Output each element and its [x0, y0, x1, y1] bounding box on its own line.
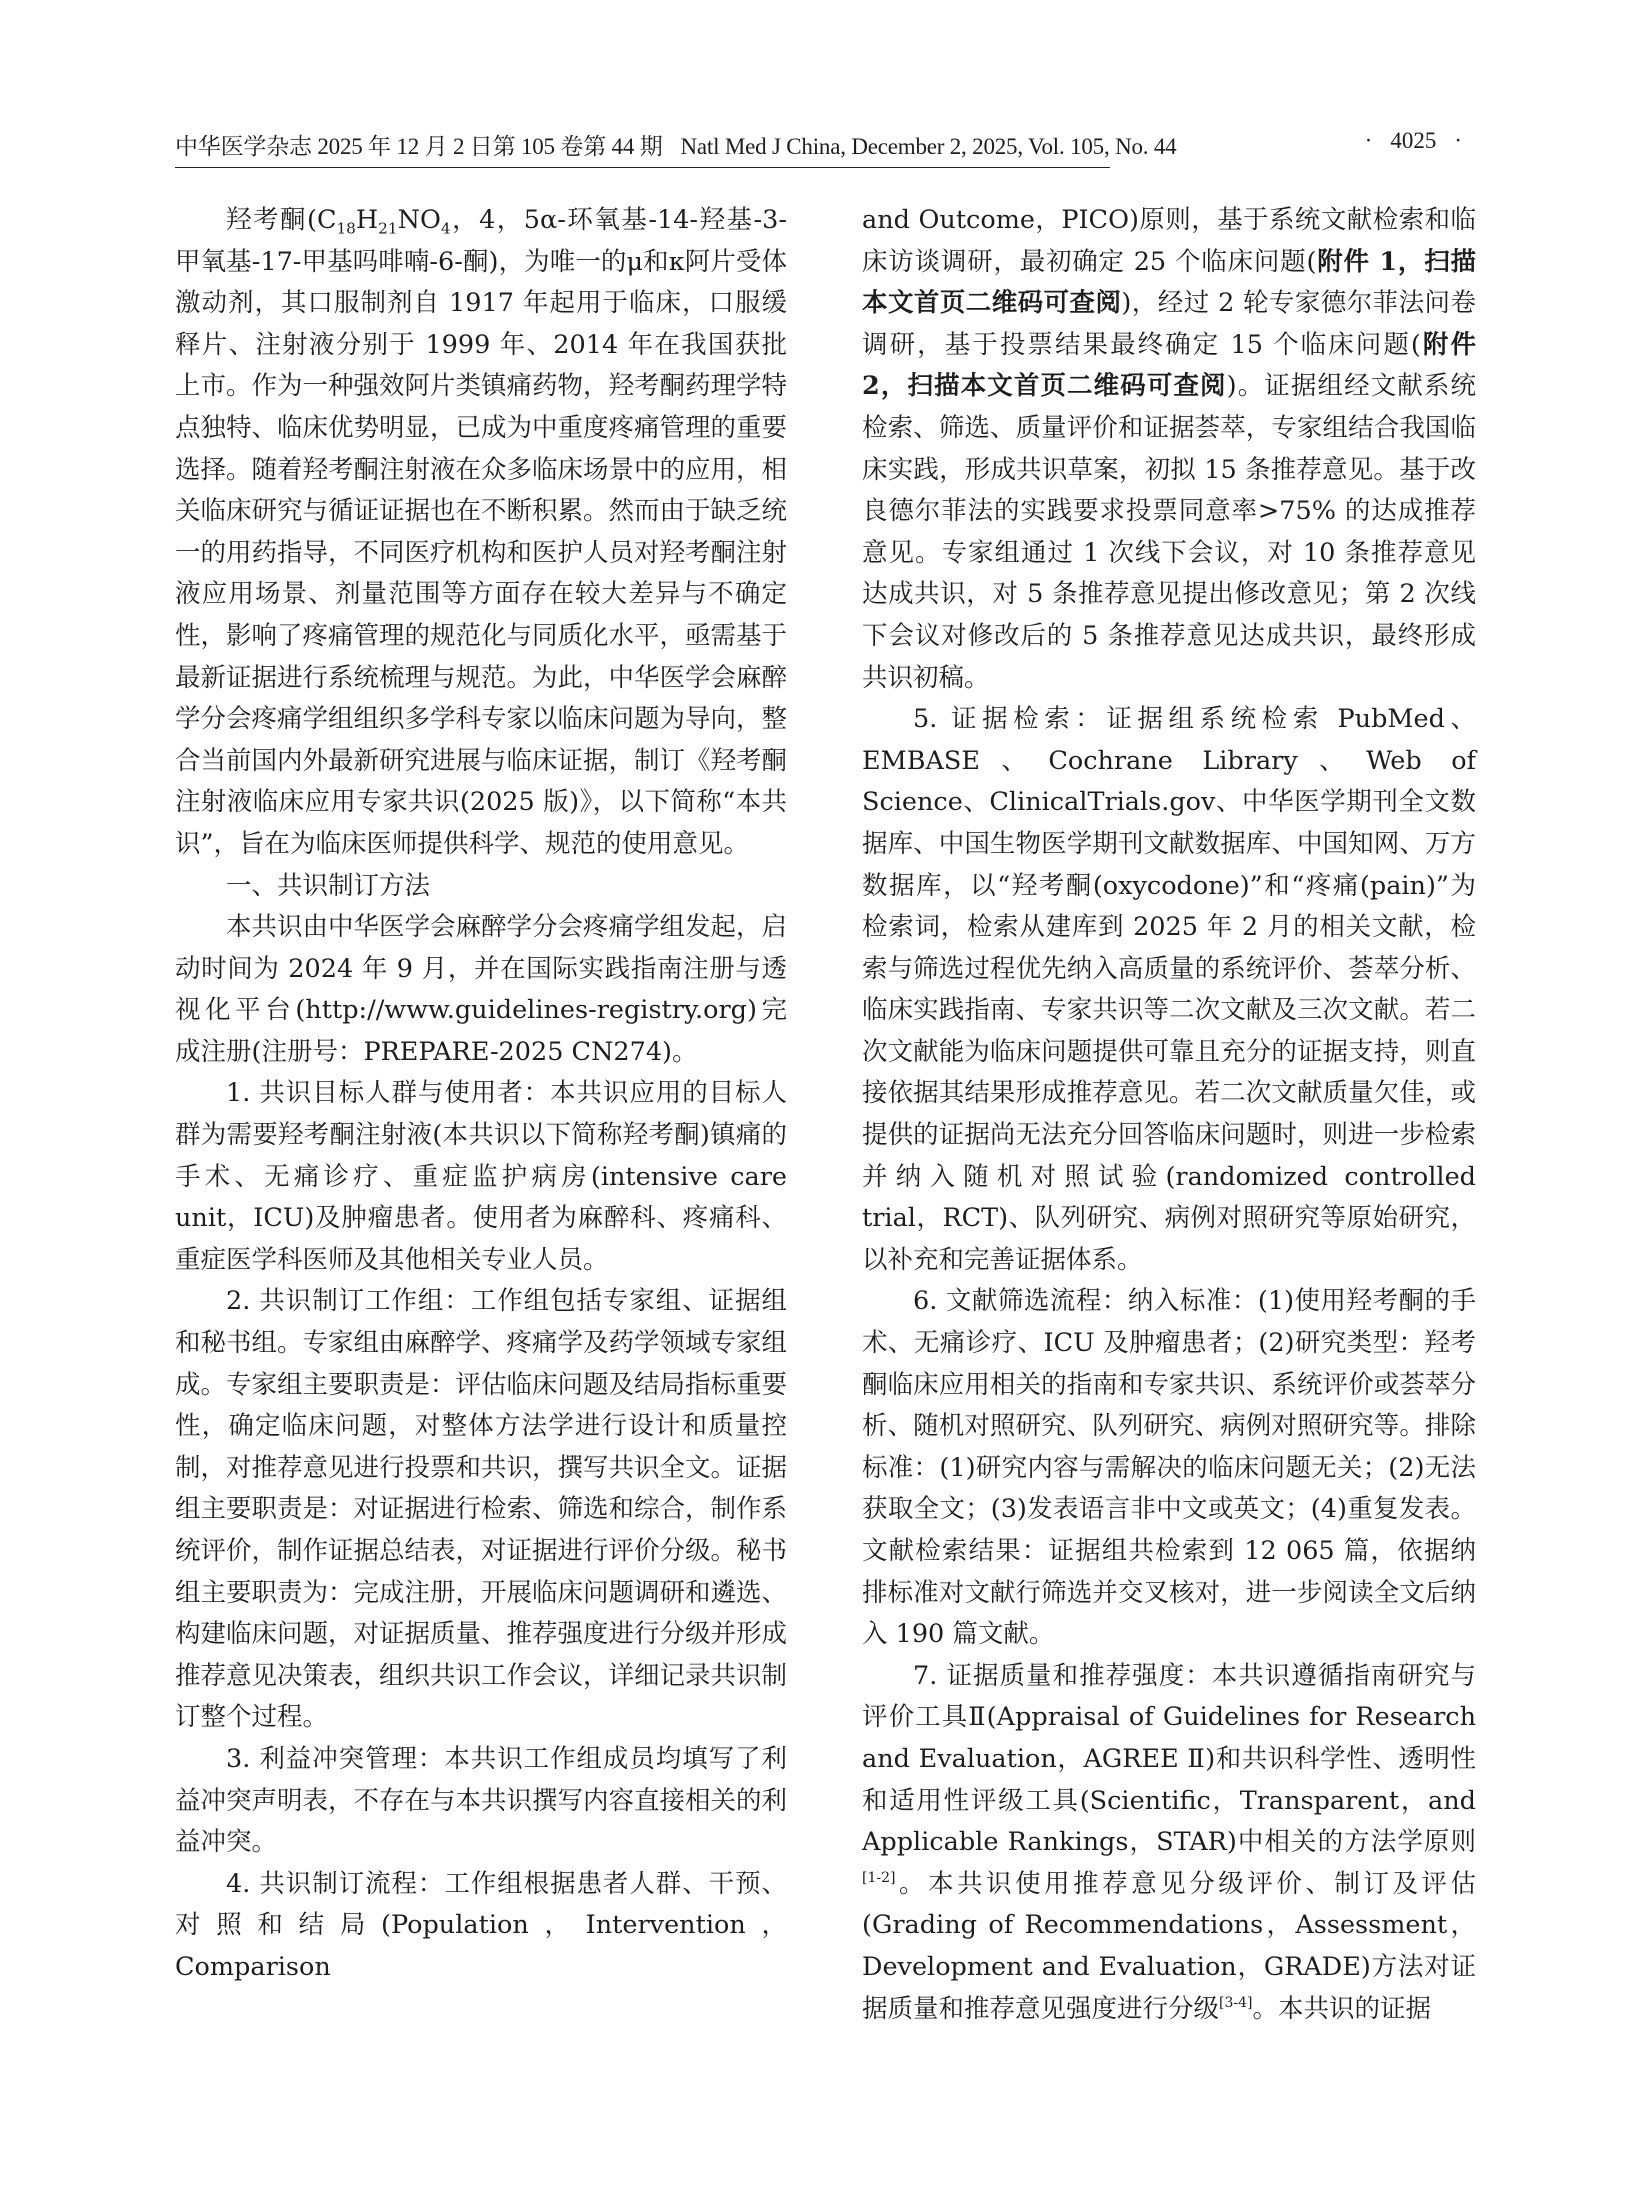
method-intro-paragraph: 本共识由中华医学会麻醉学分会疼痛学组发起，启动时间为 2024 年 9 月，并在国际实践指南注册与透视化平台(http://www.guidelines-registry.org)完成注册(注册号：PREPARE-2025 CN274)。: [175, 912, 788, 1067]
running-header: [175, 128, 1480, 168]
text-run: 7. 证据质量和推荐强度：本共识遵循指南研究与评价工具Ⅱ(Appraisal of Guidelines for Research and Evaluation，AGREE Ⅱ)和共识科学性、透明性和适用性评级工具(Scientific，Transparent，and Applicable Rankings，STAR)中相关的方法学原则: [862, 1660, 1476, 1858]
journal-citation-en: Natl Med J China, December 2, 2025, Vol. 105, No. 44: [680, 134, 1177, 159]
text-run: ，4，5α-环氧基-14-羟基-3-甲氧基-17-甲基吗啡喃-6-酮)，为唯一的μ和κ阿片受体激动剂，其口服制剂自 1917 年起用于临床，口服缓释片、注射液分别于 1999 年、2014 年在我国获批上市。作为一种强效阿片类镇痛药物，羟考酮药理学特点独特、临床优势明显，已成为中重度疼痛管理的重要选择。随着羟考酮注射液在众多临床场景中的应用，相关临床研究与循证证据也在不断积累。然而由于缺乏统一的用药指导，不同医疗机构和医护人员对羟考酮注射液应用场景、剂量范围等方面存在较大差异与不确定性，影响了疼痛管理的规范化与同质化水平，亟需基于最新证据进行系统梳理与规范。为此，中华医学会麻醉学分会疼痛学组组织多学科专家以临床问题为导向，整合当前国内外最新研究进展与临床证据，制订《羟考酮注射液临床应用专家共识(2025 版)》，以下简称“本共识”，旨在为临床医师提供科学、规范的使用意见。: [175, 205, 788, 859]
text-run: H: [355, 205, 379, 235]
journal-citation: [175, 128, 1177, 168]
item-5-evidence-search: 5. 证据检索：证据组系统检索 PubMed、EMBASE、Cochrane Library、Web of Science、ClinicalTrials.gov、中华医学期刊全文数据库、中国生物医学期刊文献数据库、中国知网、万方数据库，以“羟考酮(oxycodone)”和“疼痛(pain)”为检索词，检索从建库到 2025 年 2 月的相关文献，检索与筛选过程优先纳入高质量的系统评价、荟萃分析、临床实践指南、专家共识等二次文献及三次文献。若二次文献能为临床问题提供可靠且充分的证据支持，则直接依据其结果形成推荐意见。若二次文献质量欠佳，或提供的证据尚无法充分回答临床问题时，则进一步检索并纳入随机对照试验(randomized controlled trial，RCT)、队列研究、病例对照研究等原始研究，以补充和完善证据体系。: [862, 704, 1476, 1275]
intro-paragraph: [175, 200, 787, 866]
appendix-2-note: 附件 2，扫描本文首页二维码可查阅: [862, 329, 1476, 402]
item-1-target-population: 1. 共识目标人群与使用者：本共识应用的目标人群为需要羟考酮注射液(本共识以下简称羟考酮)镇痛的手术、无痛诊疗、重症监护病房(intensive care unit，ICU)及肿瘤患者。使用者为麻醉科、疼痛科、重症医学科医师及其他相关专业人员。: [175, 1078, 787, 1275]
page-dot-right: ·: [1454, 128, 1462, 153]
item-4-process-start: 4. 共识制订流程：工作组根据患者人群、干预、对照和结局(Population，Intervention，Comparison: [175, 1868, 787, 1982]
item-4-process-continued: [862, 200, 1476, 699]
text-run: 。本共识使用推荐意见分级评价、制订及评估(Grading of Recommendations，Assessment，Development and Evaluation，GRADE)方法对证据质量和推荐意见强度进行分级: [862, 1868, 1476, 2024]
left-column: [175, 200, 787, 1989]
text-run: )。证据组经文献系统检索、筛选、质量评价和证据荟萃，专家组结合我国临床实践，形成共识草案，初拟 15 条推荐意见。基于改良德尔菲法的实践要求投票同意率>75% 的达成推荐意见。专家组通过 1 次线下会议，对 10 条推荐意见达成共识，对 5 条推荐意见提出修改意见；第 2 次线下会议对修改后的 5 条推荐意见达成共识，最终形成共识初稿。: [862, 371, 1477, 693]
citation-ref: [3-4]: [1219, 1994, 1253, 2011]
journal-citation-cn: 中华医学杂志 2025 年 12 月 2 日第 105 卷第 44 期: [175, 134, 663, 159]
subscript: 21: [378, 219, 398, 238]
page-number-block: [1347, 128, 1480, 154]
citation-ref: [1-2]: [862, 1869, 896, 1886]
page-number: 4025: [1390, 128, 1437, 153]
item-7-evidence-quality: [862, 1656, 1476, 2030]
text-run: 羟考酮(C: [226, 205, 337, 235]
right-column: [862, 200, 1476, 2030]
item-3-conflict-of-interest: 3. 利益冲突管理：本共识工作组成员均填写了利益冲突声明表，不存在与本共识撰写内容直接相关的利益冲突。: [175, 1743, 788, 1858]
item-2-working-group: 2. 共识制订工作组：工作组包括专家组、证据组和秘书组。专家组由麻醉学、疼痛学及药学领域专家组成。专家组主要职责是：评估临床问题及结局指标重要性，确定临床问题，对整体方法学进行设计和质量控制，对推荐意见进行投票和共识，撰写共识全文。证据组主要职责是：对证据进行检索、筛选和综合，制作系统评价，制作证据总结表，对证据进行评价分级。秘书组主要职责为：完成注册，开展临床问题调研和遴选、构建临床问题，对证据质量、推荐强度进行分级并形成推荐意见决策表，组织共识工作会议，详细记录共识制订整个过程。: [175, 1286, 788, 1733]
text-run: )，经过 2 轮专家德尔菲法问卷调研，基于投票结果最终确定 15 个临床问题(: [862, 288, 1476, 360]
text-run: and Outcome，PICO)原则，基于系统文献检索和临床访谈调研，最初确定 25 个临床问题(: [862, 205, 1476, 277]
page-dot-left: ·: [1364, 128, 1373, 153]
subscript: 18: [336, 219, 356, 238]
item-6-screening-process: 6. 文献筛选流程：纳入标准：(1)使用羟考酮的手术、无痛诊疗、ICU 及肿瘤患者；(2)研究类型：羟考酮临床应用相关的指南和专家共识、系统评价或荟萃分析、随机对照研究、队列研究、病例对照研究等。排除标准：(1)研究内容与需解决的临床问题无关；(2)无法获取全文；(3)发表语言非中文或英文；(4)重复发表。文献检索结果：证据组共检索到 12 065 篇，依据纳排标准对文献行筛选并交叉核对，进一步阅读全文后纳入 190 篇文献。: [862, 1286, 1476, 1650]
text-run: 。本共识的证据: [1252, 1993, 1432, 2024]
subscript: 4: [440, 219, 451, 238]
section-heading: 一、共识制订方法: [226, 870, 431, 901]
text-run: NO: [397, 205, 441, 235]
appendix-1-note: 附件 1，扫描本文首页二维码可查阅: [862, 246, 1477, 319]
